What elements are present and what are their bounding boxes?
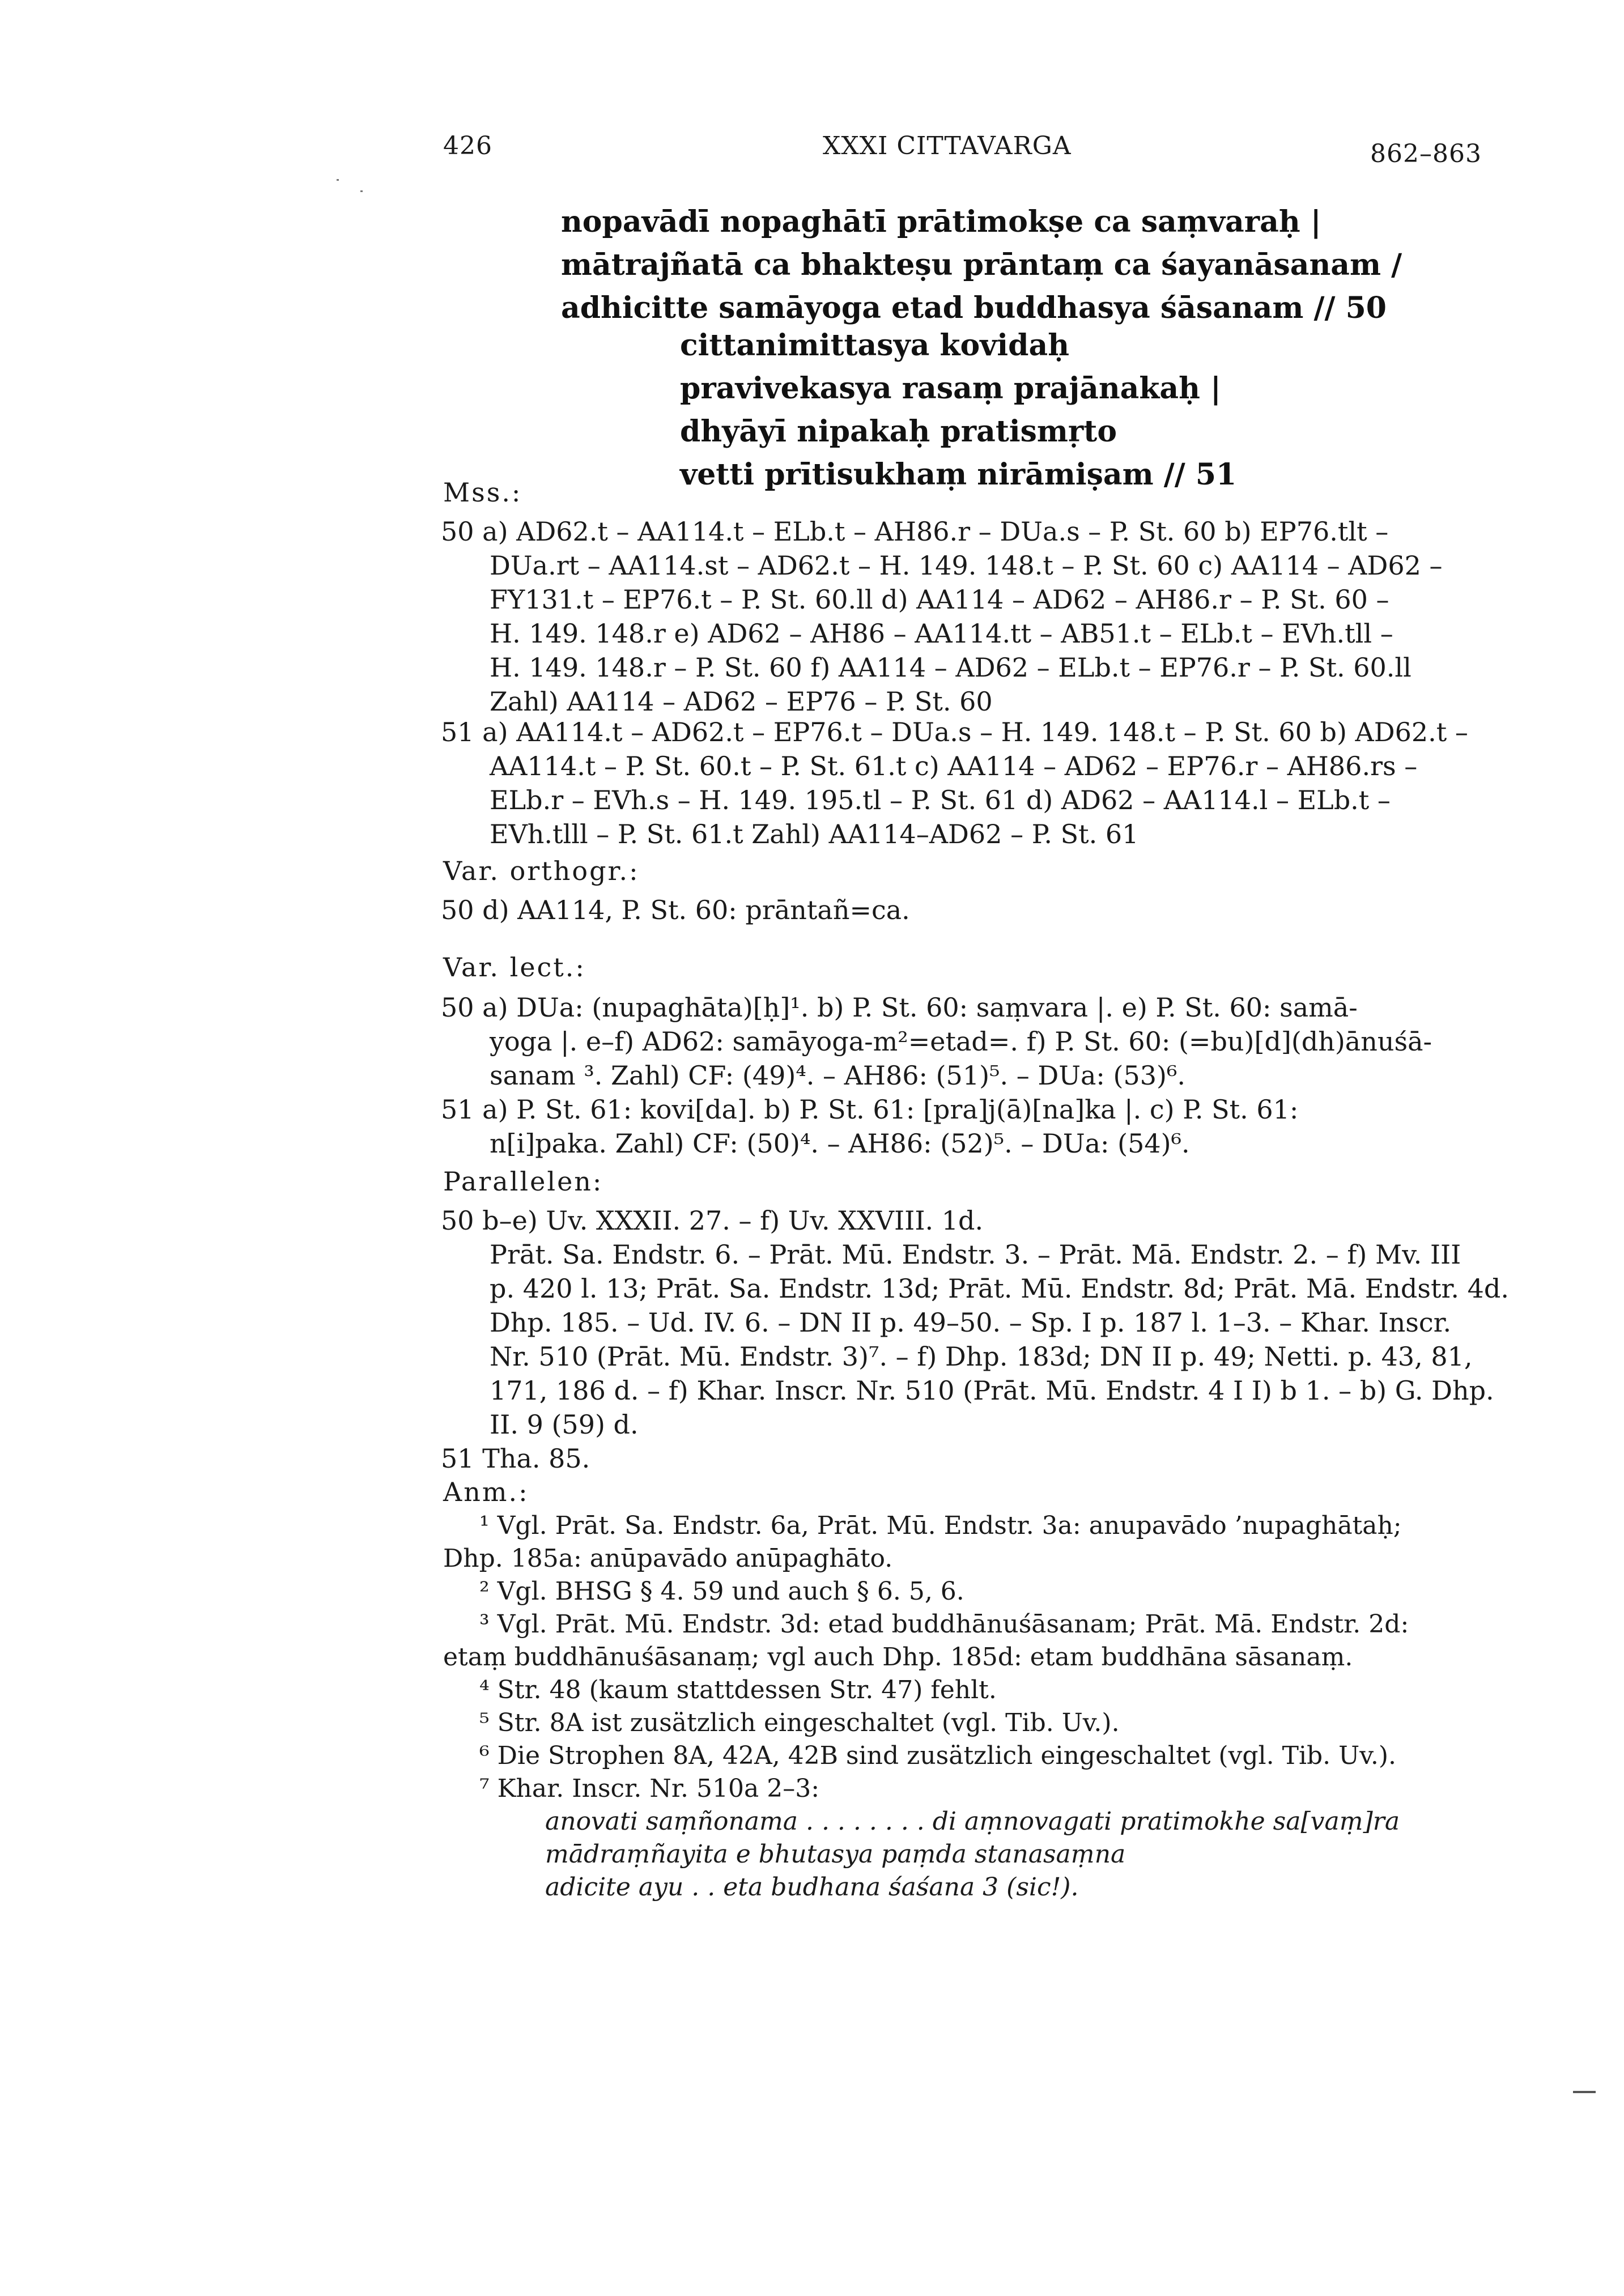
scan-speck [1573, 2091, 1596, 2093]
verse-line: pravivekasya rasaṃ prajānakaḥ | [680, 371, 1221, 406]
inscription-line: adicite ayu . . eta budhana śaśana 3 (sic!). [545, 1873, 1079, 1902]
var-orthogr-line: 50 d) AA114, P. St. 60: prāntañ=ca. [441, 895, 910, 925]
footnote-5: ⁵ Str. 8A ist zusätzlich eingeschaltet (vgl. Tib. Uv.). [479, 1708, 1120, 1737]
parallelen-line: Nr. 510 (Prāt. Mū. Endstr. 3)⁷. – f) Dhp. 183d; DN II p. 49; Netti. p. 43, 81, [490, 1341, 1473, 1372]
var-lect-line: 51 a) P. St. 61: kovi[da]. b) P. St. 61: [pra]j(ā)[na]ka |. c) P. St. 61: [441, 1094, 1299, 1125]
mss-entry-51 [441, 715, 1495, 851]
parallelen-heading: Parallelen: [443, 1166, 603, 1197]
mss-line: H. 149. 148.r e) AD62 – AH86 – AA114.tt – AB51.t – ELb.t – EVh.tll – [490, 618, 1393, 649]
var-lect-line: sanam ³. Zahl) CF: (49)⁴. – AH86: (51)⁵. – DUa: (53)⁶. [490, 1060, 1186, 1091]
parallelen-line: II. 9 (59) d. [490, 1409, 639, 1440]
var-orthogr-heading: Var. orthogr.: [443, 856, 640, 886]
footnote-2: ² Vgl. BHSG § 4. 59 und auch § 6. 5, 6. [479, 1577, 964, 1606]
mss-line: 51 a) AA114.t – AD62.t – EP76.t – DUa.s – H. 149. 148.t – P. St. 60 b) AD62.t – [441, 717, 1468, 747]
anm-heading: Anm.: [443, 1477, 529, 1507]
parallelen-entries [441, 1204, 1509, 1476]
footnote-3-cont: etaṃ buddhānuśāsanaṃ; vgl auch Dhp. 185d: etam buddhāna sāsanaṃ. [443, 1643, 1353, 1672]
mss-line: H. 149. 148.r – P. St. 60 f) AA114 – AD62 – ELb.t – EP76.r – P. St. 60.ll [490, 652, 1412, 683]
mss-line: AA114.t – P. St. 60.t – P. St. 61.t c) AA114 – AD62 – EP76.r – AH86.rs – [490, 751, 1418, 781]
mss-line: 50 a) AD62.t – AA114.t – ELb.t – AH86.r – DUa.s – P. St. 60 b) EP76.tlt – [441, 516, 1389, 547]
var-lect-line: n[i]paka. Zahl) CF: (50)⁴. – AH86: (52)⁵. – DUa: (54)⁶. [490, 1128, 1190, 1159]
footnote-4: ⁴ Str. 48 (kaum stattdessen Str. 47) fehlt. [479, 1676, 997, 1704]
parallelen-line: Dhp. 185. – Ud. IV. 6. – DN II p. 49–50. – Sp. I p. 187 l. 1–3. – Khar. Inscr. [490, 1307, 1452, 1338]
scan-speck [337, 179, 339, 181]
var-lect-entries [441, 990, 1495, 1160]
verse-line: mātrajñatā ca bhakteṣu prāntaṃ ca śayanāsanam / [561, 248, 1402, 282]
var-lect-line: yoga |. e–f) AD62: samāyoga-m²=etad=. f) P. St. 60: (=bu)[d](dh)ānuśā- [490, 1026, 1432, 1057]
inscription-line: mādraṃñayita e bhutasya paṃda stanasaṃna [545, 1840, 1126, 1869]
inscription-line: anovati saṃñonama . . . . . . . . di aṃnovagati pratimokhe sa[vaṃ]ra [545, 1807, 1400, 1836]
var-lect-line: 50 a) DUa: (nupaghāta)[ḥ]¹. b) P. St. 60: saṃvara |. e) P. St. 60: samā- [441, 992, 1358, 1023]
parallelen-line: 51 Tha. 85. [441, 1443, 590, 1474]
verse-line: vetti prītisukhaṃ nirāmiṣam // 51 [680, 457, 1237, 492]
footnote-7: ⁷ Khar. Inscr. Nr. 510a 2–3: [479, 1774, 820, 1803]
mss-line: EVh.tlll – P. St. 61.t Zahl) AA114–AD62 – P. St. 61 [490, 819, 1139, 849]
page-number: 426 [443, 131, 492, 160]
anm-notes [443, 1510, 1409, 1904]
verse-line: dhyāyī nipakaḥ pratismṛto [680, 414, 1117, 449]
footnote-1: ¹ Vgl. Prāt. Sa. Endstr. 6a, Prāt. Mū. Endstr. 3a: anupavādo ’nupaghātaḥ; [479, 1511, 1402, 1540]
verse-line: adhicitte samāyoga etad buddhasya śāsanam // 50 [561, 291, 1387, 325]
mss-entry-50 [441, 515, 1495, 718]
verse-50 [561, 201, 1402, 330]
verse-51 [680, 324, 1236, 496]
verse-line: nopavādī nopaghātī prātimokṣe ca saṃvaraḥ | [561, 205, 1321, 239]
stanza-range: 862–863 [1370, 139, 1482, 168]
scan-speck [360, 190, 363, 192]
mss-line: Zahl) AA114 – AD62 – EP76 – P. St. 60 [490, 686, 993, 717]
footnote-1-cont: Dhp. 185a: anūpavādo anūpaghāto. [443, 1544, 893, 1573]
parallelen-line: p. 420 l. 13; Prāt. Sa. Endstr. 13d; Prāt. Mū. Endstr. 8d; Prāt. Mā. Endstr. 4d. [490, 1273, 1509, 1304]
footnote-6: ⁶ Die Strophen 8A, 42A, 42B sind zusätzlich eingeschaltet (vgl. Tib. Uv.). [479, 1741, 1397, 1770]
var-lect-heading: Var. lect.: [443, 952, 586, 983]
parallelen-line: Prāt. Sa. Endstr. 6. – Prāt. Mū. Endstr. 3. – Prāt. Mā. Endstr. 2. – f) Mv. III [490, 1239, 1461, 1270]
var-orthogr-entries [441, 893, 1495, 927]
mss-line: ELb.r – EVh.s – H. 149. 195.tl – P. St. 61 d) AD62 – AA114.l – ELb.t – [490, 785, 1391, 815]
parallelen-line: 50 b–e) Uv. XXXII. 27. – f) Uv. XXVIII. 1d. [441, 1205, 984, 1236]
parallelen-line: 171, 186 d. – f) Khar. Inscr. Nr. 510 (Prāt. Mū. Endstr. 4 I I) b 1. – b) G. Dhp. [490, 1375, 1494, 1406]
mss-line: FY131.t – EP76.t – P. St. 60.ll d) AA114 – AD62 – AH86.r – P. St. 60 – [490, 584, 1389, 615]
mss-line: DUa.rt – AA114.st – AD62.t – H. 149. 148.t – P. St. 60 c) AA114 – AD62 – [490, 550, 1443, 581]
verse-line: cittanimittasya kovidaḥ [680, 328, 1070, 363]
mss-heading: Mss.: [443, 477, 522, 508]
running-title: XXXI CITTAVARGA [823, 131, 1072, 160]
footnote-3: ³ Vgl. Prāt. Mū. Endstr. 3d: etad buddhānuśāsanam; Prāt. Mā. Endstr. 2d: [479, 1610, 1409, 1639]
